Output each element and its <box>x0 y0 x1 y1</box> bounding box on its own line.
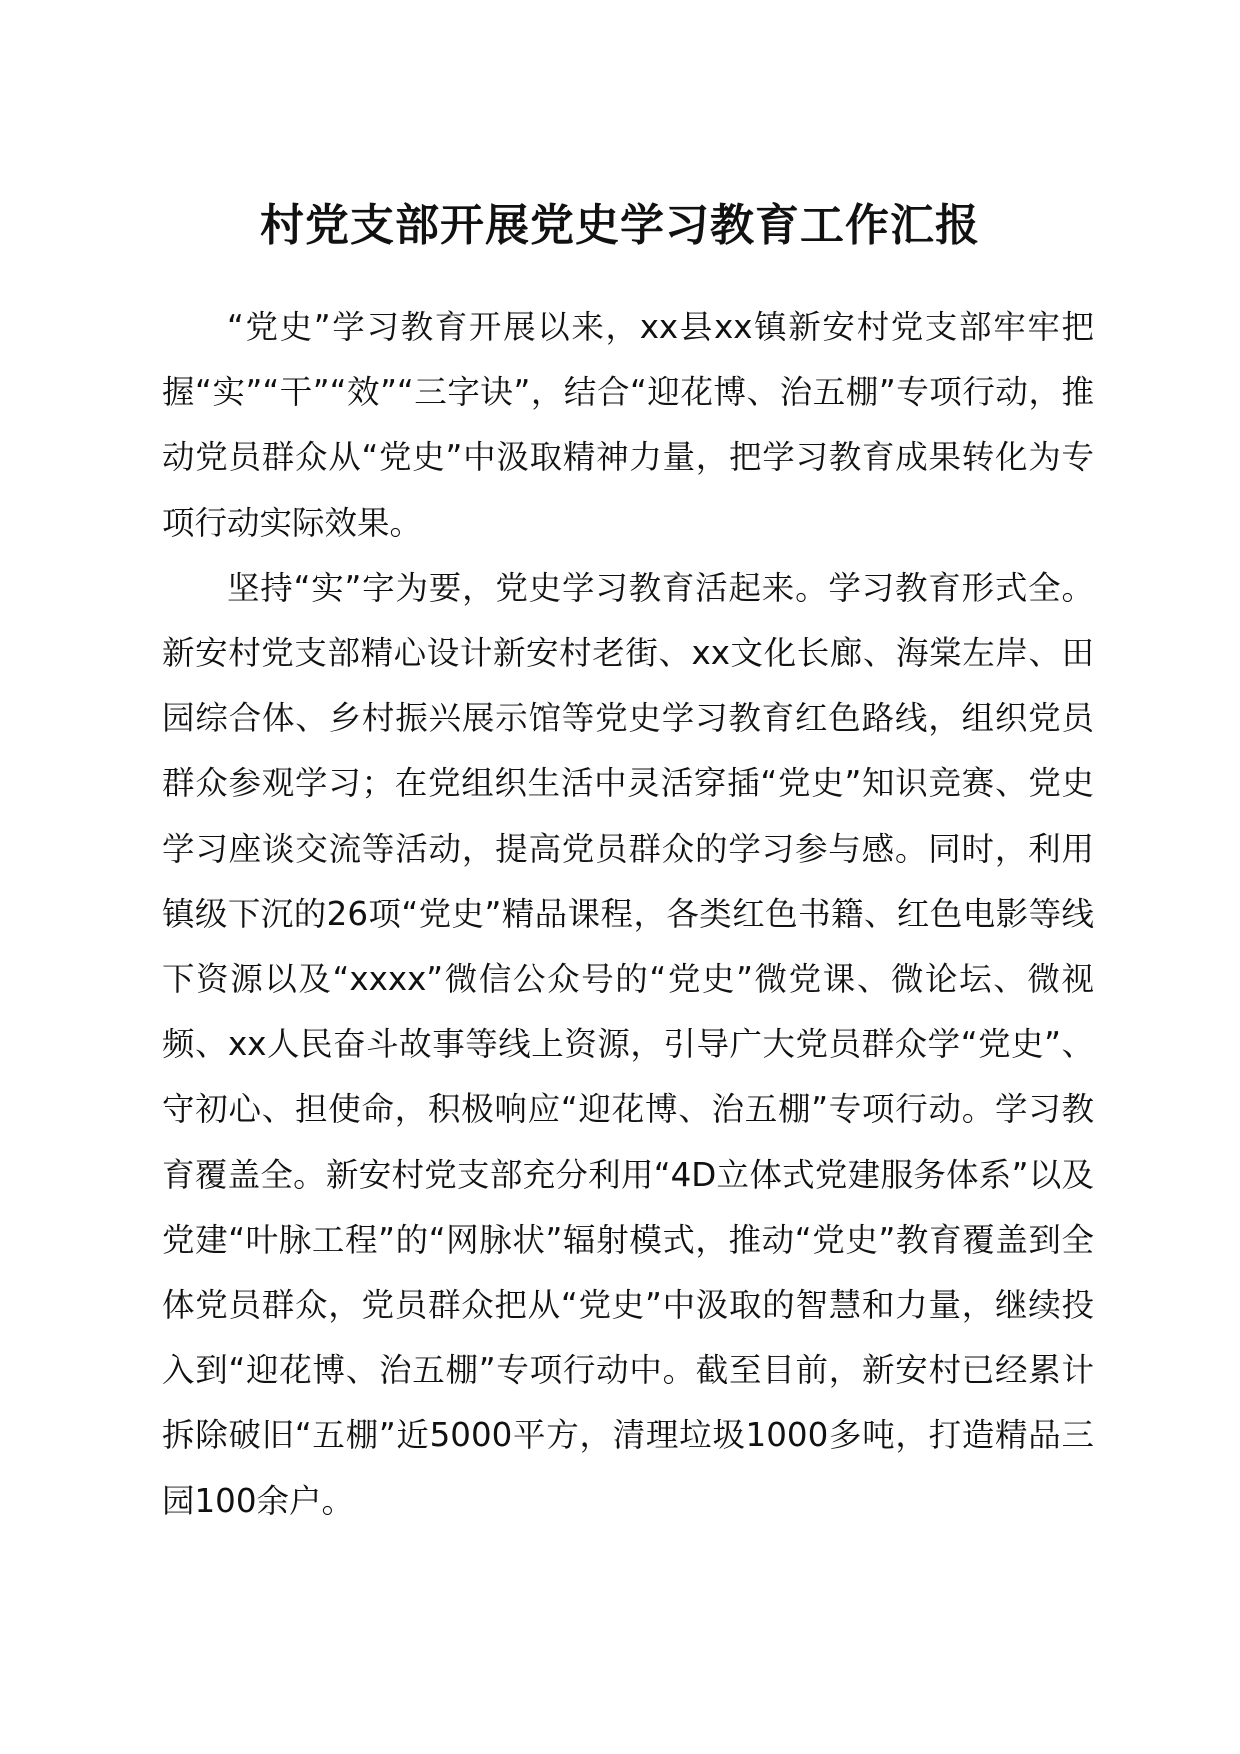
paragraph-shi: 坚持“实”字为要，党史学习教育活起来。学习教育形式全。新安村党支部精心设计新安村老街、xx文化长廊、海棠左岸、田园综合体、乡村振兴展示馆等党史学习教育红色路线，组织党员群众参观学习；在党组织生活中灵活穿插“党史”知识竞赛、党史学习座谈交流等活动，提高党员群众的学习参与感。同时，利用镇级下沉的26项“党史”精品课程，各类红色书籍、红色电影等线下资源以及“xxxx”微信公众号的“党史”微党课、微论坛、微视频、xx人民奋斗故事等线上资源，引导广大党员群众学“党史”、守初心、担使命，积极响应“迎花博、治五棚”专项行动。学习教育覆盖全。新安村党支部充分利用“4D立体式党建服务体系”以及党建“叶脉工程”的“网脉状”辐射模式，推动“党史”教育覆盖到全体党员群众，党员群众把从“党史”中汲取的智慧和力量，继续投入到“迎花博、治五棚”专项行动中。截至目前，新安村已经累计拆除破旧“五棚”近5000平方，清理垃圾1000多吨，打造精品三园100余户。 <box>162 568 1094 1520</box>
document-body <box>162 295 1094 1534</box>
document-title: 村党支部开展党史学习教育工作汇报 <box>260 200 980 251</box>
paragraph-intro: “党史”学习教育开展以来，xx县xx镇新安村党支部牢牢把握“实”“干”“效”“三字诀”，结合“迎花博、治五棚”专项行动，推动党员群众从“党史”中汲取精神力量，把学习教育成果转化为专项行动实际效果。 <box>162 308 1094 542</box>
